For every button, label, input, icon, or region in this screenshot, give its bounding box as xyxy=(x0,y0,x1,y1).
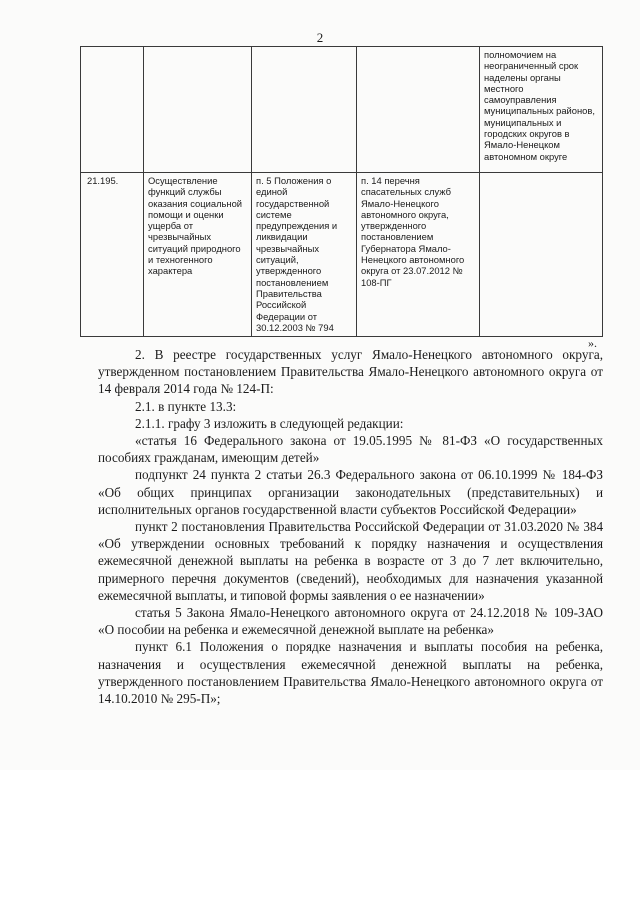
table-cell-authority-text: полномочием на неограниченный срок наделены органы местного самоуправления муниципальных районов, муниципальных и городских округов в Ямало-Ненецком автономном округе xyxy=(480,47,603,173)
closing-quote: ». xyxy=(588,336,597,350)
paragraph: подпункт 24 пункта 2 статьи 26.3 Федерального закона от 06.10.1999 № 184-ФЗ «Об общих принципах организации законодательных (представительных) и исполнительных органов государственной власти субъектов Российской Федерации» xyxy=(98,467,603,517)
table-cell xyxy=(81,47,144,173)
paragraph: пункт 6.1 Положения о порядке назначения и выплаты пособия на ребенка, назначения и осуществления ежемесячной денежной выплаты на ребенка, утвержденного постановлением Правительства Ямало-Ненецкого автономного округа от 14.10.2010 № 295-П»; xyxy=(98,639,603,707)
table-cell-function: Осуществление функций службы оказания социальной помощи и оценки ущерба от чрезвычайных ситуаций природного и техногенного характера xyxy=(144,173,252,337)
paragraph: 2.1. в пункте 13.3: xyxy=(135,398,237,414)
table-cell xyxy=(144,47,252,173)
table-cell-basis-federal: п. 5 Положения о единой государственной системе предупреждения и ликвидации чрезвычайных ситуаций, утвержденного постановлением Правительства Российской Федерации от 30.12.2003 № 794 xyxy=(252,173,357,337)
table-cell xyxy=(357,47,480,173)
table-cell-basis-regional: п. 14 перечня спасательных служб Ямало-Ненецкого автономного округа, утвержденного постановлением Губернатора Ямало-Ненецкого автономного округа от 23.07.2012 № 108-ПГ xyxy=(357,173,480,337)
table-cell xyxy=(480,173,603,337)
table-cell xyxy=(252,47,357,173)
body-text xyxy=(98,346,603,707)
registry-table xyxy=(80,46,603,337)
table-cell-number: 21.195. xyxy=(81,173,144,337)
table-row-21-195 xyxy=(81,173,603,337)
paragraph: «статья 16 Федерального закона от 19.05.1995 № 81-ФЗ «О государственных пособиях гражданам, имеющим детей» xyxy=(98,433,603,466)
paragraph: пункт 2 постановления Правительства Российской Федерации от 31.03.2020 № 384 «Об утверждении основных требований к порядку назначения и осуществления ежемесячной денежной выплаты на ребенка в возрасте от 3 до 7 лет включительно, примерного перечня документов (сведений), необходимых для назначения указанной ежемесячной выплаты, и типовой формы заявления о ее назначении» xyxy=(98,519,603,603)
table-row-continuation xyxy=(81,47,603,173)
page-number: 2 xyxy=(316,30,324,45)
paragraph: статья 5 Закона Ямало-Ненецкого автономного округа от 24.12.2018 № 109-ЗАО «О пособии на ребенка и ежемесячной денежной выплате на ребенка» xyxy=(98,605,603,638)
paragraph: 2. В реестре государственных услуг Ямало-Ненецкого автономного округа, утвержденном постановлением Правительства Ямало-Ненецкого автономного округа от 14 февраля 2014 года № 124-П: xyxy=(98,347,603,397)
paragraph: 2.1.1. графу 3 изложить в следующей редакции: xyxy=(135,415,404,431)
